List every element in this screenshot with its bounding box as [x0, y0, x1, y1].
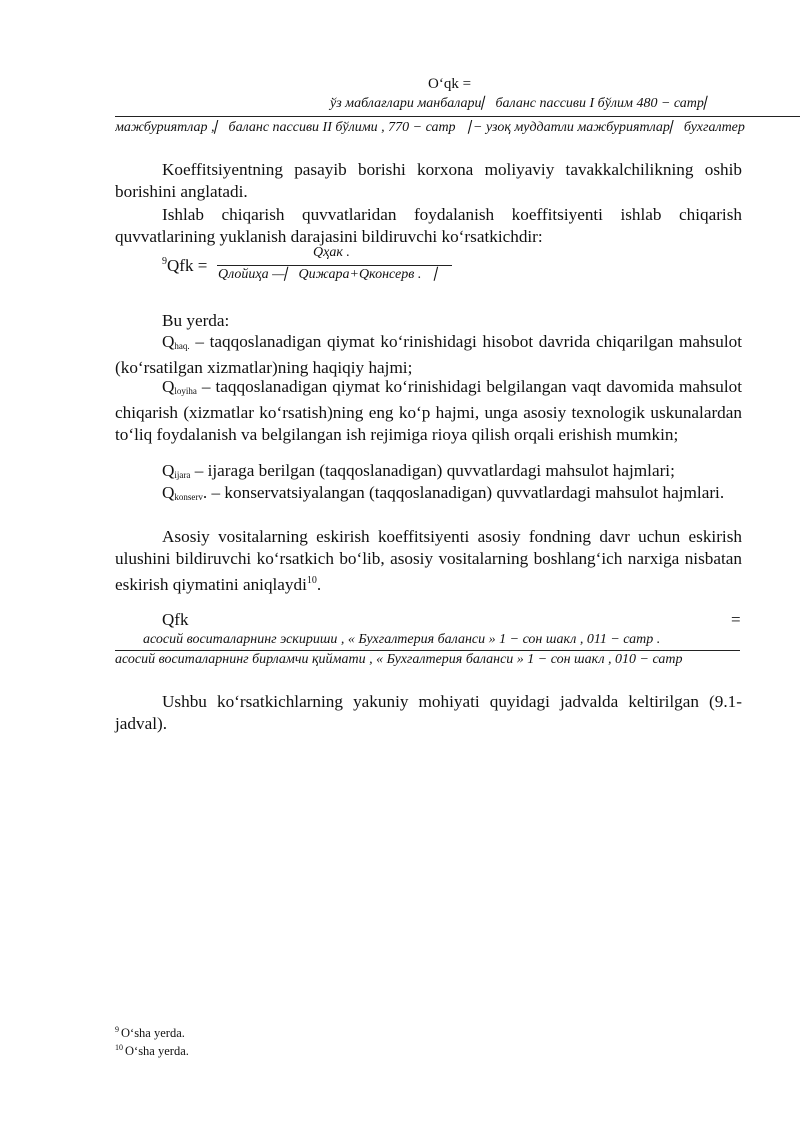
formula-qfk-lhs: [162, 256, 207, 276]
symbol-subscript: ijara: [174, 470, 191, 480]
formula-qfk2-lhs: Qfk: [162, 610, 189, 629]
definition-text: . – konservatsiyalangan (taqqoslanadigan) quvvatlardagi mahsulot hajmlari.: [202, 483, 725, 502]
formula-oqk-lhs: O‘qk =: [428, 76, 472, 92]
paragraph-end: .: [316, 575, 322, 594]
symbol-q: Q: [162, 483, 175, 502]
definition-q-haq: [115, 331, 742, 379]
footnote-text: O‘sha yerda.: [125, 1044, 189, 1058]
footnote-9: [115, 1022, 185, 1041]
formula-qfk-denominator: Qлойиҳа —⎸Qижара+Qконсерв .⎹: [218, 267, 436, 282]
formula-qfk2-numerator: асосий воситаларнинг эскириши , « Бухгалтерия баланси » 1 − сон шакл , 011 − сатр .: [143, 632, 661, 647]
footnote-ref-10: 10: [306, 575, 317, 586]
definition-text: – ijaraga berilgan (taqqoslanadigan) quvvatlardagi mahsulot hajmlari;: [190, 461, 675, 480]
formula-qfk2-fraction-bar: [115, 650, 740, 651]
formula-oqk-fraction-bar: [115, 116, 800, 117]
footnote-10: [115, 1040, 189, 1059]
definition-text: – taqqoslanadigan qiymat ko‘rinishidagi hisobot davrida chiqarilgan mahsulot (ko‘rsatilgan xizmatlar)ning haqiqiy hajmi;: [115, 332, 742, 377]
symbol-subscript: loyiha: [174, 386, 197, 396]
formula-qfk-fraction-bar: [217, 265, 452, 266]
footnote-text: O‘sha yerda.: [121, 1026, 185, 1040]
formula-qfk2-eq: =: [731, 610, 741, 629]
definition-q-loyiha: [115, 376, 742, 446]
definition-text: – taqqoslanadigan qiymat ko‘rinishidagi belgilangan vaqt davomida mahsulot chiqarish (xizmatlar ko‘rsatish)ning eng ko‘p hajmi, unga asosiy texnologik uskunalardan to‘liq foydalanish va belgilangan ish rejimiga rioya qilish orqali erishish mumkin;: [115, 377, 742, 444]
symbol-subscript: konserv: [174, 492, 203, 502]
formula-oqk-denominator: мажбуриятлар ,⎸баланс пассиви II бўлими , 770 − сатр⎹ − узоқ муддатли мажбуриятлар⎸бухгалтер: [115, 120, 745, 135]
paragraph-depreciation: [115, 526, 742, 596]
formula-oqk-numerator: ўз маблағлари манбалари⎸баланс пассиви I бўлим 480 − сатр⎸: [330, 96, 718, 111]
paragraph-summary: Ushbu ko‘rsatkichlarning yakuniy mohiyati quyidagi jadvalda keltirilgan (9.1-jadval).: [115, 692, 742, 733]
definition-q-konserv: [115, 482, 742, 508]
formula-qfk-lhs-text: Qfk =: [167, 256, 208, 275]
paragraph-risk: Koeffitsiyentning pasayib borishi korxona moliyaviy tavakkalchilikning oshib borishini anglatadi.: [115, 160, 742, 201]
symbol-q: Q: [162, 332, 175, 351]
formula-qfk-numerator: Qҳак .: [313, 245, 350, 260]
paragraph-depreciation-text: Asosiy vositalarning eskirish koeffitsiyenti asosiy fondning davr uchun eskirish ulushini bildiruvchi ko‘rsatkich bo‘lib, asosiy vositalarning boshlang‘ich narxiga nisbatan eskirish qiymatini aniqlaydi: [115, 527, 742, 594]
footnote-number: 9: [115, 1025, 119, 1034]
definitions-intro: Bu yerda:: [162, 311, 230, 330]
footnote-number: 10: [115, 1043, 123, 1052]
symbol-q: Q: [162, 377, 175, 396]
footnote-ref-9: 9: [162, 256, 167, 267]
formula-qfk2-denominator: асосий воситаларнинг бирламчи қиймати , « Бухгалтерия баланси » 1 − сон шакл , 010 − сатр: [115, 652, 683, 667]
paragraph-capacity-coefficient: Ishlab chiqarish quvvatlaridan foydalanish koeffitsiyenti ishlab chiqarish quvvatlarining yuklanish darajasini bildiruvchi ko‘rsatkichdir:: [115, 205, 742, 246]
symbol-q: Q: [162, 461, 175, 480]
symbol-subscript: haq.: [174, 341, 190, 351]
